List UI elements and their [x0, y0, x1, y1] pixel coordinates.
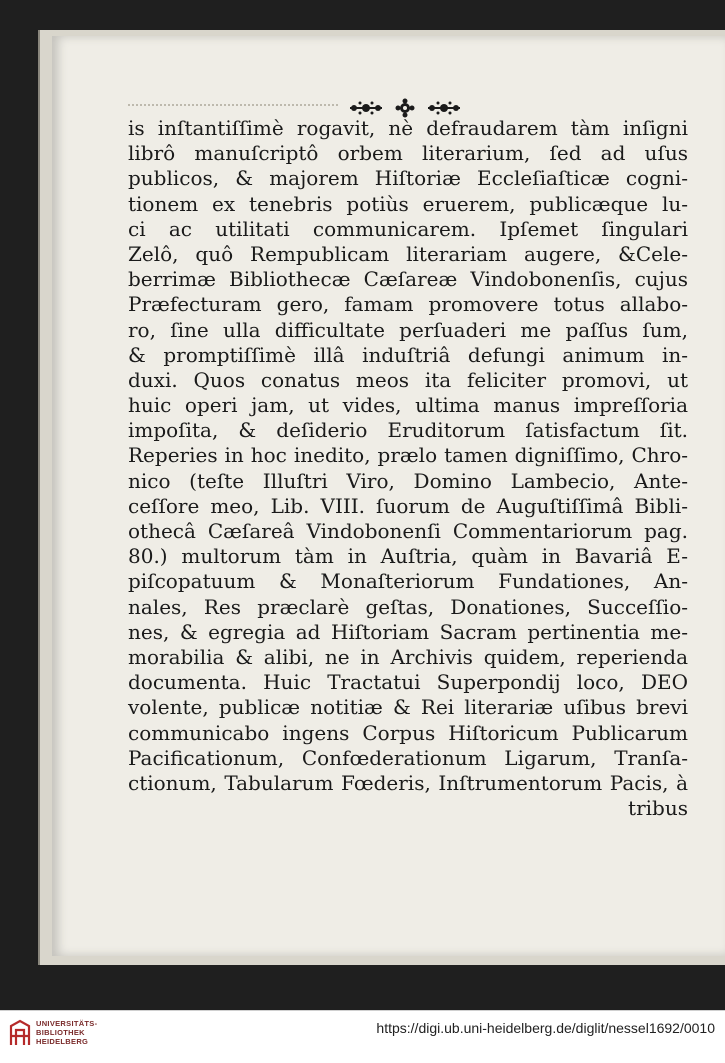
text-line: ceſſore meo, Lib. VIII. ſuorum de Auguſtiſſimâ Bibli-	[128, 493, 688, 518]
text-line: morabilia & alibi, ne in Archivis quidem, reperienda	[128, 644, 688, 669]
text-line: piſcopatuum & Monaſteriorum Fundationes, An-	[128, 569, 688, 594]
source-url-link[interactable]: https://digi.ub.uni-heidelberg.de/diglit/nessel1692/0010	[376, 1020, 715, 1036]
text-line: nico (teſte Illuſtri Viro, Domino Lambecio, Ante-	[128, 468, 688, 493]
fleuron-center-icon	[394, 98, 416, 118]
catchword: tribus	[628, 796, 688, 821]
text-line: Præfecturam gero, famam promovere totus allabo-	[128, 292, 688, 317]
library-name	[36, 1019, 97, 1046]
library-name-line: BIBLIOTHEK	[36, 1028, 85, 1037]
text-line: Pacificationum, Confœderationum Ligarum, Tranſa-	[128, 745, 688, 770]
text-line: nales, Res præclarè geſtas, Donationes, Succeſſio-	[128, 594, 688, 619]
text-line: ctionum, Tabularum Fœderis, Inſtrumentorum Pacis, à	[128, 770, 688, 795]
text-line: ro, ſine ulla difficultate perſuaderi me paſſus ſum,	[128, 317, 688, 342]
text-line: Reperies in hoc inedito, prælo tamen digniſſimo, Chro-	[128, 443, 688, 468]
text-line: ci ac utilitati communicarem. Ipſemet ſingulari	[128, 216, 688, 241]
library-name-line: UNIVERSITÄTS-	[36, 1019, 98, 1028]
text-line: & promptiſſimè illâ induſtriâ defungi animum in-	[128, 342, 688, 367]
text-line: othecâ Cæſareâ Vindobonenſi Commentariorum pag.	[128, 519, 688, 543]
text-line: tionem ex tenebris potiùs eruerem, publicæque lu-	[128, 191, 688, 216]
library-name-line: HEIDELBERG	[36, 1037, 89, 1046]
text-line: Zelô, quô Rempublicam literariam augere, &Cele-	[128, 241, 688, 266]
text-line: impoſita, & deſiderio Eruditorum ſatisfactum ſit.	[128, 418, 688, 443]
fleuron-left-icon	[346, 100, 386, 116]
text-line: berrimæ Bibliothecæ Cæſareæ Vindobonenſis, cujus	[128, 267, 688, 292]
university-library-logo-icon	[8, 1018, 32, 1048]
text-line: publicos, & majorem Hiſtoriæ Eccleſiaſticæ cogni-	[128, 166, 688, 191]
text-line: huic operi jam, ut vides, ultima manus impreſſoria	[128, 393, 688, 418]
text-line: nes, & egregia ad Hiſtoriam Sacram pertinentia me-	[128, 619, 688, 644]
text-line: is inſtantiſſimè rogavit, nè defraudarem tàm inſigni	[128, 116, 688, 140]
ornament-rule	[128, 104, 338, 112]
text-line: librô manuſcriptô orbem literarium, ſed ad uſus	[128, 141, 688, 166]
viewer-footer	[0, 1010, 725, 1063]
text-line: duxi. Quos conatus meos ita feliciter promovi, ut	[128, 367, 688, 392]
text-line: documenta. Huic Tractatui Superpondij loco, DEO	[128, 670, 688, 695]
text-line: 80.) multorum tàm in Auſtria, quàm in Bavariâ E-	[128, 544, 688, 569]
text-line: volente, publicæ notitiæ & Rei literariæ uſibus brevi	[128, 695, 688, 720]
fleuron-right-icon	[424, 100, 464, 116]
page-text	[128, 116, 688, 821]
fleuron-ornament-icon	[340, 98, 470, 118]
text-line: communicabo ingens Corpus Hiſtoricum Publicarum	[128, 720, 688, 745]
